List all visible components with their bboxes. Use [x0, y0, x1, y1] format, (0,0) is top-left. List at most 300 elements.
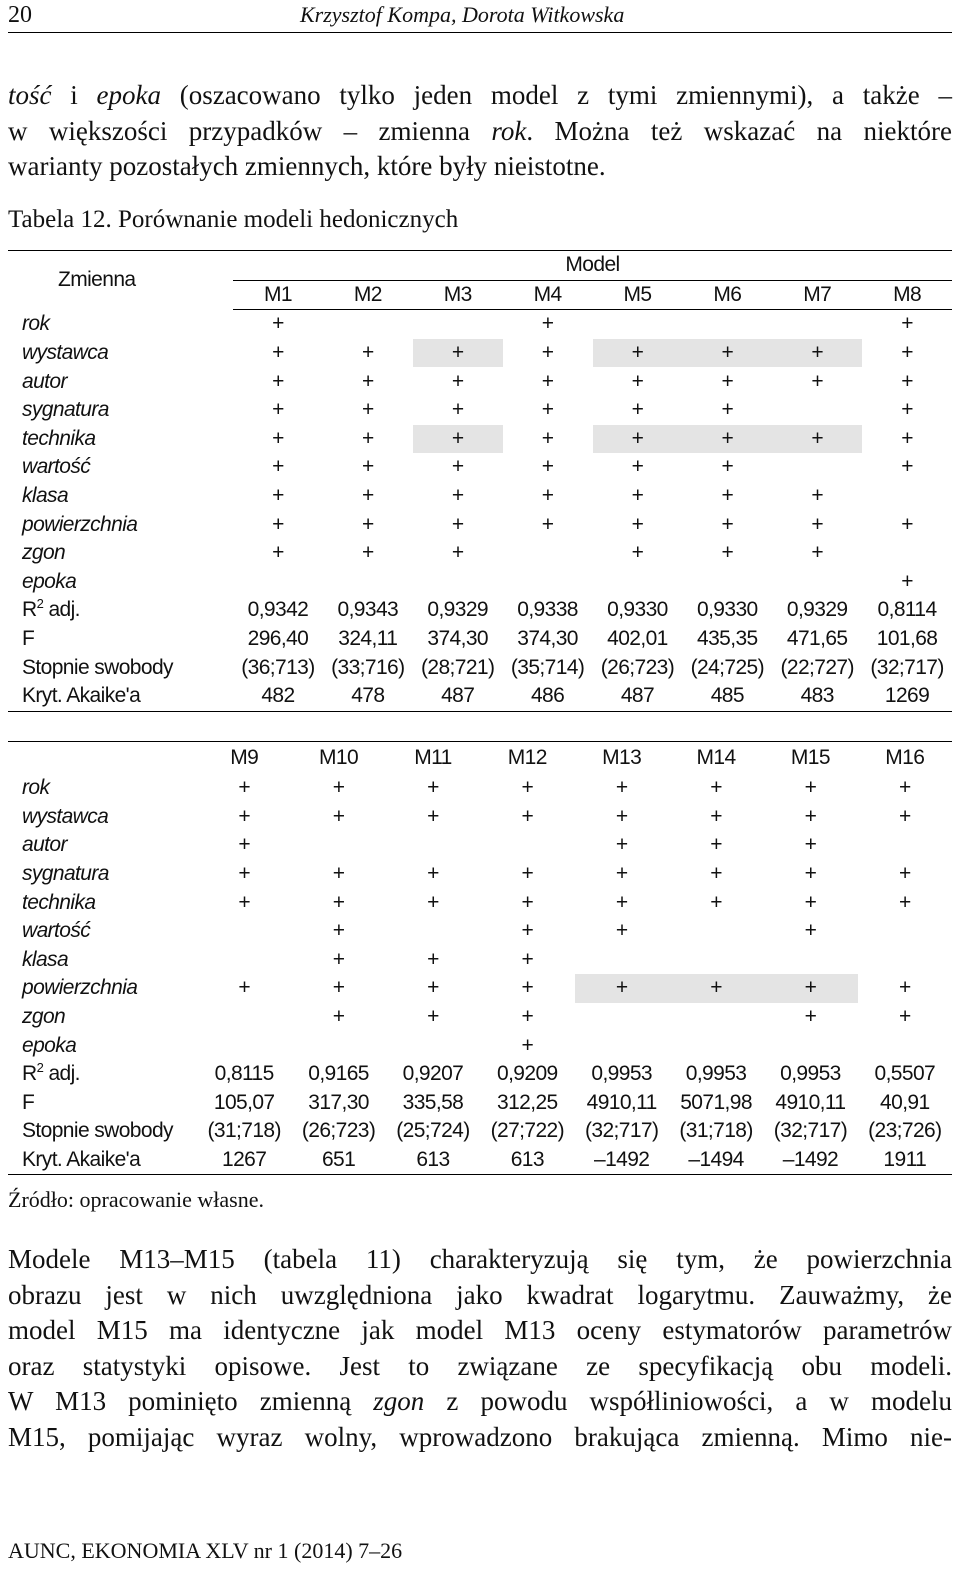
inclusion-cell: + — [575, 974, 669, 1003]
inclusion-cell — [575, 1031, 669, 1060]
inclusion-cell: + — [804, 1005, 817, 1029]
inclusion-cell: + — [669, 974, 763, 1003]
inclusion-cell: + — [804, 862, 817, 886]
column-header-model: M5 — [593, 280, 683, 310]
stat-cell-df: (26;723) — [600, 655, 675, 679]
inclusion-cell — [593, 310, 683, 339]
variable-name: wystawca — [22, 341, 109, 365]
inclusion-cell: + — [272, 369, 284, 393]
variable-name: technika — [22, 426, 96, 450]
stat-label-r2: $R^2$ adj. — [22, 596, 80, 622]
column-header-model: M13 — [575, 742, 669, 775]
inclusion-cell: + — [898, 976, 911, 1000]
inclusion-cell: + — [521, 1033, 534, 1057]
stat-cell-r2: 0,9953 — [780, 1062, 841, 1086]
inclusion-cell: + — [427, 890, 439, 914]
variable-name: wystawca — [22, 804, 109, 828]
inclusion-cell — [669, 1003, 763, 1032]
inclusion-cell: + — [898, 862, 911, 886]
inclusion-cell: + — [901, 398, 913, 422]
inclusion-cell: + — [898, 776, 911, 800]
stat-cell-aic: 487 — [413, 682, 503, 711]
column-header-model: M10 — [291, 742, 385, 775]
inclusion-cell — [233, 568, 323, 597]
inclusion-cell: + — [238, 804, 251, 828]
inclusion-cell: + — [615, 833, 628, 857]
inclusion-cell: + — [361, 484, 374, 508]
model-table-1 — [8, 250, 952, 712]
variable-name: sygnatura — [22, 862, 109, 886]
inclusion-cell: + — [901, 312, 913, 336]
table-row — [8, 653, 952, 682]
inclusion-cell: + — [631, 398, 644, 422]
inclusion-cell: + — [521, 862, 534, 886]
inclusion-cell: + — [710, 890, 722, 914]
inclusion-cell: + — [901, 512, 913, 536]
inclusion-cell: + — [361, 369, 374, 393]
inclusion-cell — [480, 831, 574, 860]
column-header-model: M8 — [862, 280, 952, 310]
stat-cell-aic: 651 — [291, 1146, 385, 1175]
stat-cell-df: (31;718) — [207, 1119, 281, 1143]
stat-cell-f: 324,11 — [338, 627, 398, 651]
inclusion-cell — [386, 917, 480, 946]
inclusion-cell: + — [427, 976, 439, 1000]
inclusion-cell: + — [541, 484, 554, 508]
outro-paragraph — [8, 1242, 952, 1455]
outro-line-1: Modele M13–M15 (tabela 11) charakteryzują się tym, że powierzchnia — [8, 1244, 952, 1274]
inclusion-cell: + — [710, 833, 722, 857]
inclusion-cell: + — [898, 890, 911, 914]
inclusion-cell: + — [361, 541, 374, 565]
inclusion-cell — [503, 539, 593, 568]
stat-cell-f: 296,40 — [247, 627, 309, 651]
inclusion-cell — [593, 568, 683, 597]
table-row — [8, 774, 952, 803]
column-header-model: M15 — [763, 742, 857, 775]
inclusion-cell: + — [272, 398, 284, 422]
outro-line-2: obrazu jest w nich uwzględniona jako kwadrat logarytmu. Zauważmy, że — [8, 1279, 952, 1310]
table-row — [8, 742, 952, 775]
inclusion-cell: + — [811, 512, 824, 536]
variable-name: powierzchnia — [22, 976, 138, 1000]
inclusion-cell: + — [451, 512, 464, 536]
inclusion-cell: + — [763, 974, 857, 1003]
stat-cell-f: 435,35 — [696, 627, 758, 651]
inclusion-cell: + — [521, 890, 534, 914]
inclusion-cell — [323, 310, 413, 339]
table-row — [8, 396, 952, 425]
table-row — [8, 1031, 952, 1060]
column-header-model: M14 — [669, 742, 763, 775]
table-row — [8, 339, 952, 368]
inclusion-cell: + — [811, 369, 824, 393]
inclusion-cell: + — [541, 398, 554, 422]
stat-cell-f: 317,30 — [308, 1090, 369, 1114]
inclusion-cell — [772, 568, 862, 597]
stat-cell-r2: 0,9953 — [591, 1062, 652, 1086]
inclusion-cell: + — [631, 455, 644, 479]
column-header-model: M1 — [233, 280, 323, 310]
inclusion-cell: + — [811, 541, 824, 565]
intro-line-2: w większości przypadków – zmienna rok. Można też wskazać na niektóre — [8, 115, 952, 146]
table-row — [8, 946, 952, 975]
inclusion-cell: + — [682, 425, 772, 454]
stat-label-aic: Kryt. Akaike'a — [8, 1146, 197, 1175]
inclusion-cell: + — [238, 890, 251, 914]
stat-cell-r2: 0,9330 — [696, 598, 758, 622]
inclusion-cell: + — [541, 426, 554, 450]
column-header-variable: Zmienna — [8, 251, 233, 310]
table-row — [8, 453, 952, 482]
stat-label-aic: Kryt. Akaike'a — [8, 682, 233, 711]
inclusion-cell — [575, 946, 669, 975]
inclusion-cell — [669, 917, 763, 946]
inclusion-cell: + — [521, 976, 534, 1000]
stat-cell-aic: 613 — [386, 1146, 480, 1175]
inclusion-cell: + — [427, 804, 439, 828]
stat-cell-df: (27;722) — [490, 1119, 565, 1143]
inclusion-cell: + — [721, 484, 734, 508]
variable-name: sygnatura — [22, 398, 109, 422]
table-row — [8, 425, 952, 454]
inclusion-cell — [669, 946, 763, 975]
inclusion-cell — [197, 1003, 291, 1032]
table-row — [8, 251, 952, 281]
column-header-model: M3 — [413, 280, 503, 310]
inclusion-cell: + — [631, 512, 644, 536]
inclusion-cell: + — [631, 369, 644, 393]
inclusion-cell — [413, 568, 503, 597]
inclusion-cell — [682, 310, 772, 339]
variable-name: epoka — [22, 569, 77, 593]
inclusion-cell: + — [521, 776, 534, 800]
inclusion-cell: + — [615, 804, 628, 828]
inclusion-cell: + — [898, 1005, 911, 1029]
column-header-model: M12 — [480, 742, 574, 775]
table-row — [8, 568, 952, 597]
outro-line-4: oraz statystyki opisowe. Jest to związane ze specyfikacją obu modeli. — [8, 1350, 952, 1381]
column-header-model: M7 — [772, 280, 862, 310]
page-header — [8, 0, 952, 33]
stat-cell-aic: 482 — [233, 682, 323, 711]
inclusion-cell: + — [427, 776, 439, 800]
stat-cell-f: 374,30 — [427, 627, 488, 651]
inclusion-cell: + — [521, 1005, 534, 1029]
column-header-model: M2 — [323, 280, 413, 310]
table-row — [8, 625, 952, 654]
inclusion-cell — [862, 482, 952, 511]
running-head-authors: Krzysztof Kompa, Dorota Witkowska — [300, 2, 625, 27]
inclusion-cell: + — [721, 541, 734, 565]
stat-cell-df: (36;713) — [241, 655, 315, 679]
inclusion-cell: + — [361, 426, 374, 450]
stat-cell-r2: 0,9165 — [308, 1062, 369, 1086]
table-row — [8, 803, 952, 832]
stat-cell-aic: 1267 — [197, 1146, 291, 1175]
stat-cell-aic: –1492 — [575, 1146, 669, 1175]
inclusion-cell: + — [238, 862, 251, 886]
table-row — [8, 974, 952, 1003]
inclusion-cell — [772, 396, 862, 425]
inclusion-cell: + — [451, 369, 464, 393]
stat-cell-f: 5071,98 — [680, 1090, 752, 1114]
variable-name: rok — [22, 312, 50, 336]
stat-cell-df: (31;718) — [679, 1119, 753, 1143]
stat-label-f: F — [22, 627, 35, 651]
inclusion-cell: + — [413, 425, 503, 454]
variable-name: wartość — [22, 919, 91, 943]
column-header-model: M9 — [197, 742, 291, 775]
stat-cell-df: (22;727) — [780, 655, 854, 679]
stat-cell-f: 4910,11 — [775, 1090, 846, 1114]
inclusion-cell: + — [721, 369, 734, 393]
outro-line-5: W M13 pominięto zmienną zgon z powodu współliniowości, a w modelu — [8, 1386, 952, 1416]
stat-cell-r2: 0,9343 — [337, 598, 399, 622]
stat-cell-f: 40,91 — [880, 1090, 930, 1114]
inclusion-cell: + — [332, 947, 345, 971]
column-header-model: M6 — [682, 280, 772, 310]
variable-name: autor — [22, 833, 67, 857]
inclusion-cell: + — [631, 484, 644, 508]
stat-cell-r2: 0,9953 — [685, 1062, 747, 1086]
table-row — [8, 1117, 952, 1146]
inclusion-cell: + — [427, 947, 439, 971]
stat-cell-aic: 487 — [593, 682, 683, 711]
inclusion-cell: + — [901, 569, 913, 593]
inclusion-cell: + — [238, 833, 251, 857]
stat-cell-df: (25;724) — [396, 1119, 470, 1143]
inclusion-cell: + — [413, 339, 503, 368]
variable-name: rok — [22, 776, 50, 800]
inclusion-cell: + — [804, 833, 817, 857]
stat-cell-df: (35;714) — [510, 655, 585, 679]
stat-cell-df: (24;725) — [690, 655, 765, 679]
stat-cell-aic: 486 — [503, 682, 593, 711]
variable-name: klasa — [22, 947, 69, 971]
variable-name: klasa — [22, 484, 69, 508]
inclusion-cell: + — [361, 398, 374, 422]
inclusion-cell: + — [615, 919, 628, 943]
inclusion-cell — [858, 831, 952, 860]
inclusion-cell: + — [521, 804, 534, 828]
stat-cell-df: (32;717) — [773, 1119, 848, 1143]
stat-cell-r2: 0,5507 — [874, 1062, 936, 1086]
variable-name: wartość — [22, 455, 91, 479]
inclusion-cell: + — [272, 512, 284, 536]
table-source: Źródło: opracowanie własne. — [8, 1187, 264, 1212]
inclusion-cell: + — [238, 976, 251, 1000]
inclusion-cell — [858, 1031, 952, 1060]
inclusion-cell: + — [898, 804, 911, 828]
inclusion-cell: + — [682, 339, 772, 368]
inclusion-cell: + — [772, 339, 862, 368]
inclusion-cell: + — [332, 976, 345, 1000]
stat-cell-aic: 485 — [682, 682, 772, 711]
inclusion-cell: + — [361, 455, 374, 479]
inclusion-cell: + — [332, 776, 345, 800]
table-row — [8, 831, 952, 860]
variable-name: zgon — [22, 1005, 66, 1029]
stat-cell-df: (32;717) — [584, 1119, 659, 1143]
variable-name: epoka — [22, 1033, 77, 1057]
inclusion-cell — [197, 917, 291, 946]
inclusion-cell: + — [272, 455, 284, 479]
stat-cell-aic: 1911 — [858, 1146, 952, 1175]
inclusion-cell: + — [804, 776, 817, 800]
inclusion-cell: + — [272, 341, 284, 365]
inclusion-cell: + — [451, 541, 464, 565]
inclusion-cell: + — [615, 776, 628, 800]
stat-cell-aic: –1492 — [763, 1146, 857, 1175]
stat-cell-r2: 0,9330 — [607, 598, 668, 622]
inclusion-cell — [503, 568, 593, 597]
variable-name: zgon — [22, 541, 66, 565]
inclusion-cell: + — [710, 776, 722, 800]
inclusion-cell — [682, 568, 772, 597]
inclusion-cell — [386, 1031, 480, 1060]
stat-cell-df: (26;723) — [301, 1119, 376, 1143]
inclusion-cell: + — [521, 919, 534, 943]
inclusion-cell — [291, 831, 385, 860]
inclusion-cell: + — [593, 425, 683, 454]
stat-cell-df: (32;717) — [870, 655, 944, 679]
inclusion-cell: + — [541, 312, 554, 336]
stat-cell-aic: 613 — [480, 1146, 574, 1175]
stat-cell-df: (28;721) — [420, 655, 495, 679]
stat-cell-f: 105,07 — [213, 1090, 275, 1114]
inclusion-cell: + — [451, 455, 464, 479]
variable-name: autor — [22, 369, 67, 393]
inclusion-cell: + — [615, 862, 628, 886]
inclusion-cell: + — [631, 541, 644, 565]
stat-cell-f: 4910,11 — [586, 1090, 657, 1114]
table-row — [8, 510, 952, 539]
inclusion-cell: + — [272, 541, 284, 565]
variable-name: technika — [22, 890, 96, 914]
inclusion-cell — [862, 539, 952, 568]
inclusion-cell — [669, 1031, 763, 1060]
table-row — [8, 888, 952, 917]
stat-cell-r2: 0,9342 — [247, 598, 309, 622]
inclusion-cell: + — [710, 862, 722, 886]
inclusion-cell: + — [811, 484, 824, 508]
outro-line-6: M15, pomijając wyraz wolny, wprowadzono brakująca zmienną. Mimo nie- — [8, 1421, 952, 1452]
stat-cell-f: 402,01 — [607, 627, 668, 651]
inclusion-cell — [197, 1031, 291, 1060]
inclusion-cell — [772, 453, 862, 482]
stat-cell-f: 101,68 — [876, 627, 938, 651]
table-row — [8, 1003, 952, 1032]
stat-cell-df: (23;726) — [868, 1119, 942, 1143]
inclusion-cell: + — [901, 426, 913, 450]
inclusion-cell: + — [427, 1005, 439, 1029]
stat-label-df: Stopnie swobody — [22, 1119, 173, 1143]
outro-line-3: model M15 ma identyczne jak model M13 oceny estymatorów parametrów — [8, 1315, 952, 1345]
stat-cell-r2: 0,9207 — [402, 1062, 464, 1086]
stat-cell-r2: 0,9209 — [496, 1062, 558, 1086]
inclusion-cell: + — [710, 804, 722, 828]
stat-cell-aic: –1494 — [669, 1146, 763, 1175]
inclusion-cell: + — [332, 890, 345, 914]
stat-cell-r2: 0,9329 — [427, 598, 488, 622]
inclusion-cell: + — [721, 398, 734, 422]
inclusion-cell — [197, 946, 291, 975]
inclusion-cell: + — [721, 455, 734, 479]
stat-label-r2: $R^2$ adj. — [22, 1060, 80, 1086]
stat-cell-f: 374,30 — [517, 627, 578, 651]
inclusion-cell: + — [451, 398, 464, 422]
inclusion-cell: + — [361, 341, 374, 365]
table-row — [8, 539, 952, 568]
stat-cell-aic: 483 — [772, 682, 862, 711]
table-row — [8, 310, 952, 339]
inclusion-cell: + — [427, 862, 439, 886]
stat-cell-aic: 478 — [323, 682, 413, 711]
column-header-model: M11 — [386, 742, 480, 775]
inclusion-cell: + — [804, 890, 817, 914]
inclusion-cell: + — [541, 341, 554, 365]
table-row — [8, 860, 952, 889]
stat-cell-aic: 1269 — [862, 682, 952, 711]
inclusion-cell: + — [541, 512, 554, 536]
inclusion-cell: + — [541, 455, 554, 479]
table-caption: Tabela 12. Porównanie modeli hedonicznych — [8, 206, 459, 233]
inclusion-cell — [763, 946, 857, 975]
inclusion-cell — [575, 1003, 669, 1032]
table-row — [8, 682, 952, 711]
inclusion-cell: + — [272, 312, 284, 336]
column-header-model: M4 — [503, 280, 593, 310]
inclusion-cell: + — [901, 455, 913, 479]
inclusion-cell — [413, 310, 503, 339]
inclusion-cell: + — [593, 339, 683, 368]
column-header-blank — [8, 742, 197, 775]
stat-cell-r2: 0,9338 — [517, 598, 578, 622]
inclusion-cell: + — [721, 512, 734, 536]
inclusion-cell: + — [332, 804, 345, 828]
inclusion-cell — [772, 310, 862, 339]
inclusion-cell: + — [901, 369, 913, 393]
inclusion-cell: + — [332, 919, 345, 943]
stat-label-df: Stopnie swobody — [22, 655, 173, 679]
model-table-2 — [8, 741, 952, 1175]
intro-paragraph — [8, 78, 952, 185]
stat-cell-f: 471,65 — [786, 627, 848, 651]
inclusion-cell: + — [451, 484, 464, 508]
inclusion-cell — [858, 917, 952, 946]
page-footer: AUNC, EKONOMIA XLV nr 1 (2014) 7–26 — [8, 1538, 403, 1563]
inclusion-cell: + — [615, 890, 628, 914]
inclusion-cell: + — [272, 484, 284, 508]
inclusion-cell — [291, 1031, 385, 1060]
inclusion-cell — [858, 946, 952, 975]
stat-cell-r2: 0,8115 — [214, 1062, 274, 1086]
inclusion-cell — [386, 831, 480, 860]
inclusion-cell — [763, 1031, 857, 1060]
table-row — [8, 1089, 952, 1118]
table-row — [8, 1146, 952, 1175]
inclusion-cell: + — [272, 426, 284, 450]
inclusion-cell: + — [361, 512, 374, 536]
inclusion-cell: + — [772, 425, 862, 454]
variable-name: powierzchnia — [22, 512, 138, 536]
table-row — [8, 367, 952, 396]
inclusion-cell: + — [332, 862, 345, 886]
inclusion-cell: + — [238, 776, 251, 800]
stat-cell-f: 335,58 — [402, 1090, 464, 1114]
inclusion-cell: + — [901, 341, 913, 365]
